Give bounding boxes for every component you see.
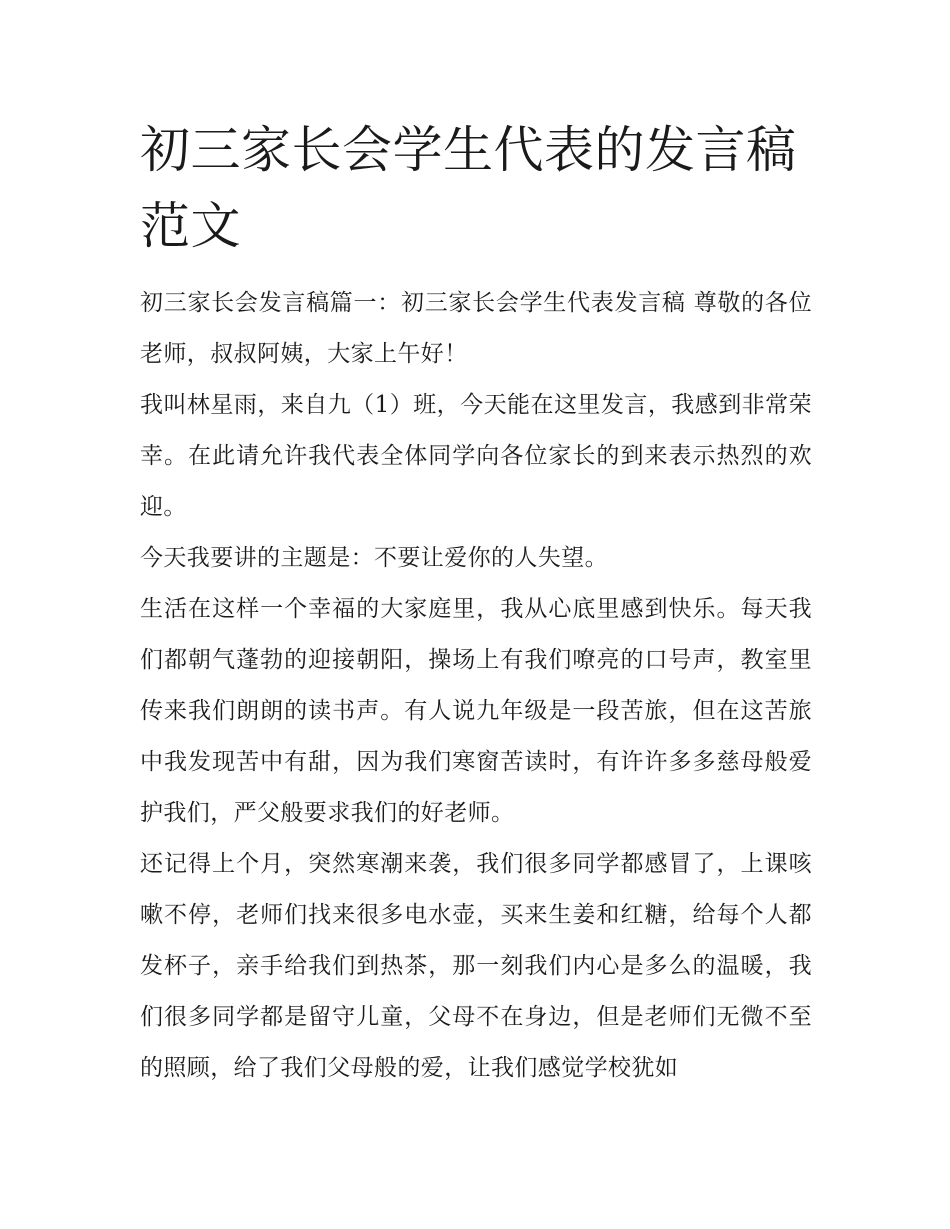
paragraph-greeting: 初三家长会发言稿篇一：初三家长会学生代表发言稿 尊敬的各位老师，叔叔阿姨，大家上午好！ bbox=[140, 290, 812, 367]
document-title: 初三家长会学生代表的发言稿范文 bbox=[140, 121, 797, 255]
paragraph-introduction: 我叫林星雨，来自九（1）班，今天能在这里发言，我感到非常荣幸。在此请允许我代表全体同学向各位家长的到来表示热烈的欢迎。 bbox=[140, 392, 812, 520]
paragraph-theme: 今天我要讲的主题是：不要让爱你的人失望。 bbox=[140, 545, 608, 571]
paragraph-memory: 还记得上个月，突然寒潮来袭，我们很多同学都感冒了，上课咳嗽不停，老师们找来很多电水壶，买来生姜和红糖，给每个人都发杯子，亲手给我们到热茶，那一刻我们内心是多么的温暖，我们很多同学都是留守儿童，父母不在身边，但是老师们无微不至的照顾，给了我们父母般的爱，让我们感觉学校犹如 bbox=[140, 851, 812, 1081]
paragraph-school-life: 生活在这样一个幸福的大家庭里，我从心底里感到快乐。每天我们都朝气蓬勃的迎接朝阳，操场上有我们嘹亮的口号声，教室里传来我们朗朗的读书声。有人说九年级是一段苦旅，但在这苦旅中我发现苦中有甜，因为我们寒窗苦读时，有许许多多慈母般爱护我们，严父般要求我们的好老师。 bbox=[140, 596, 812, 826]
document-body bbox=[140, 112, 812, 1094]
